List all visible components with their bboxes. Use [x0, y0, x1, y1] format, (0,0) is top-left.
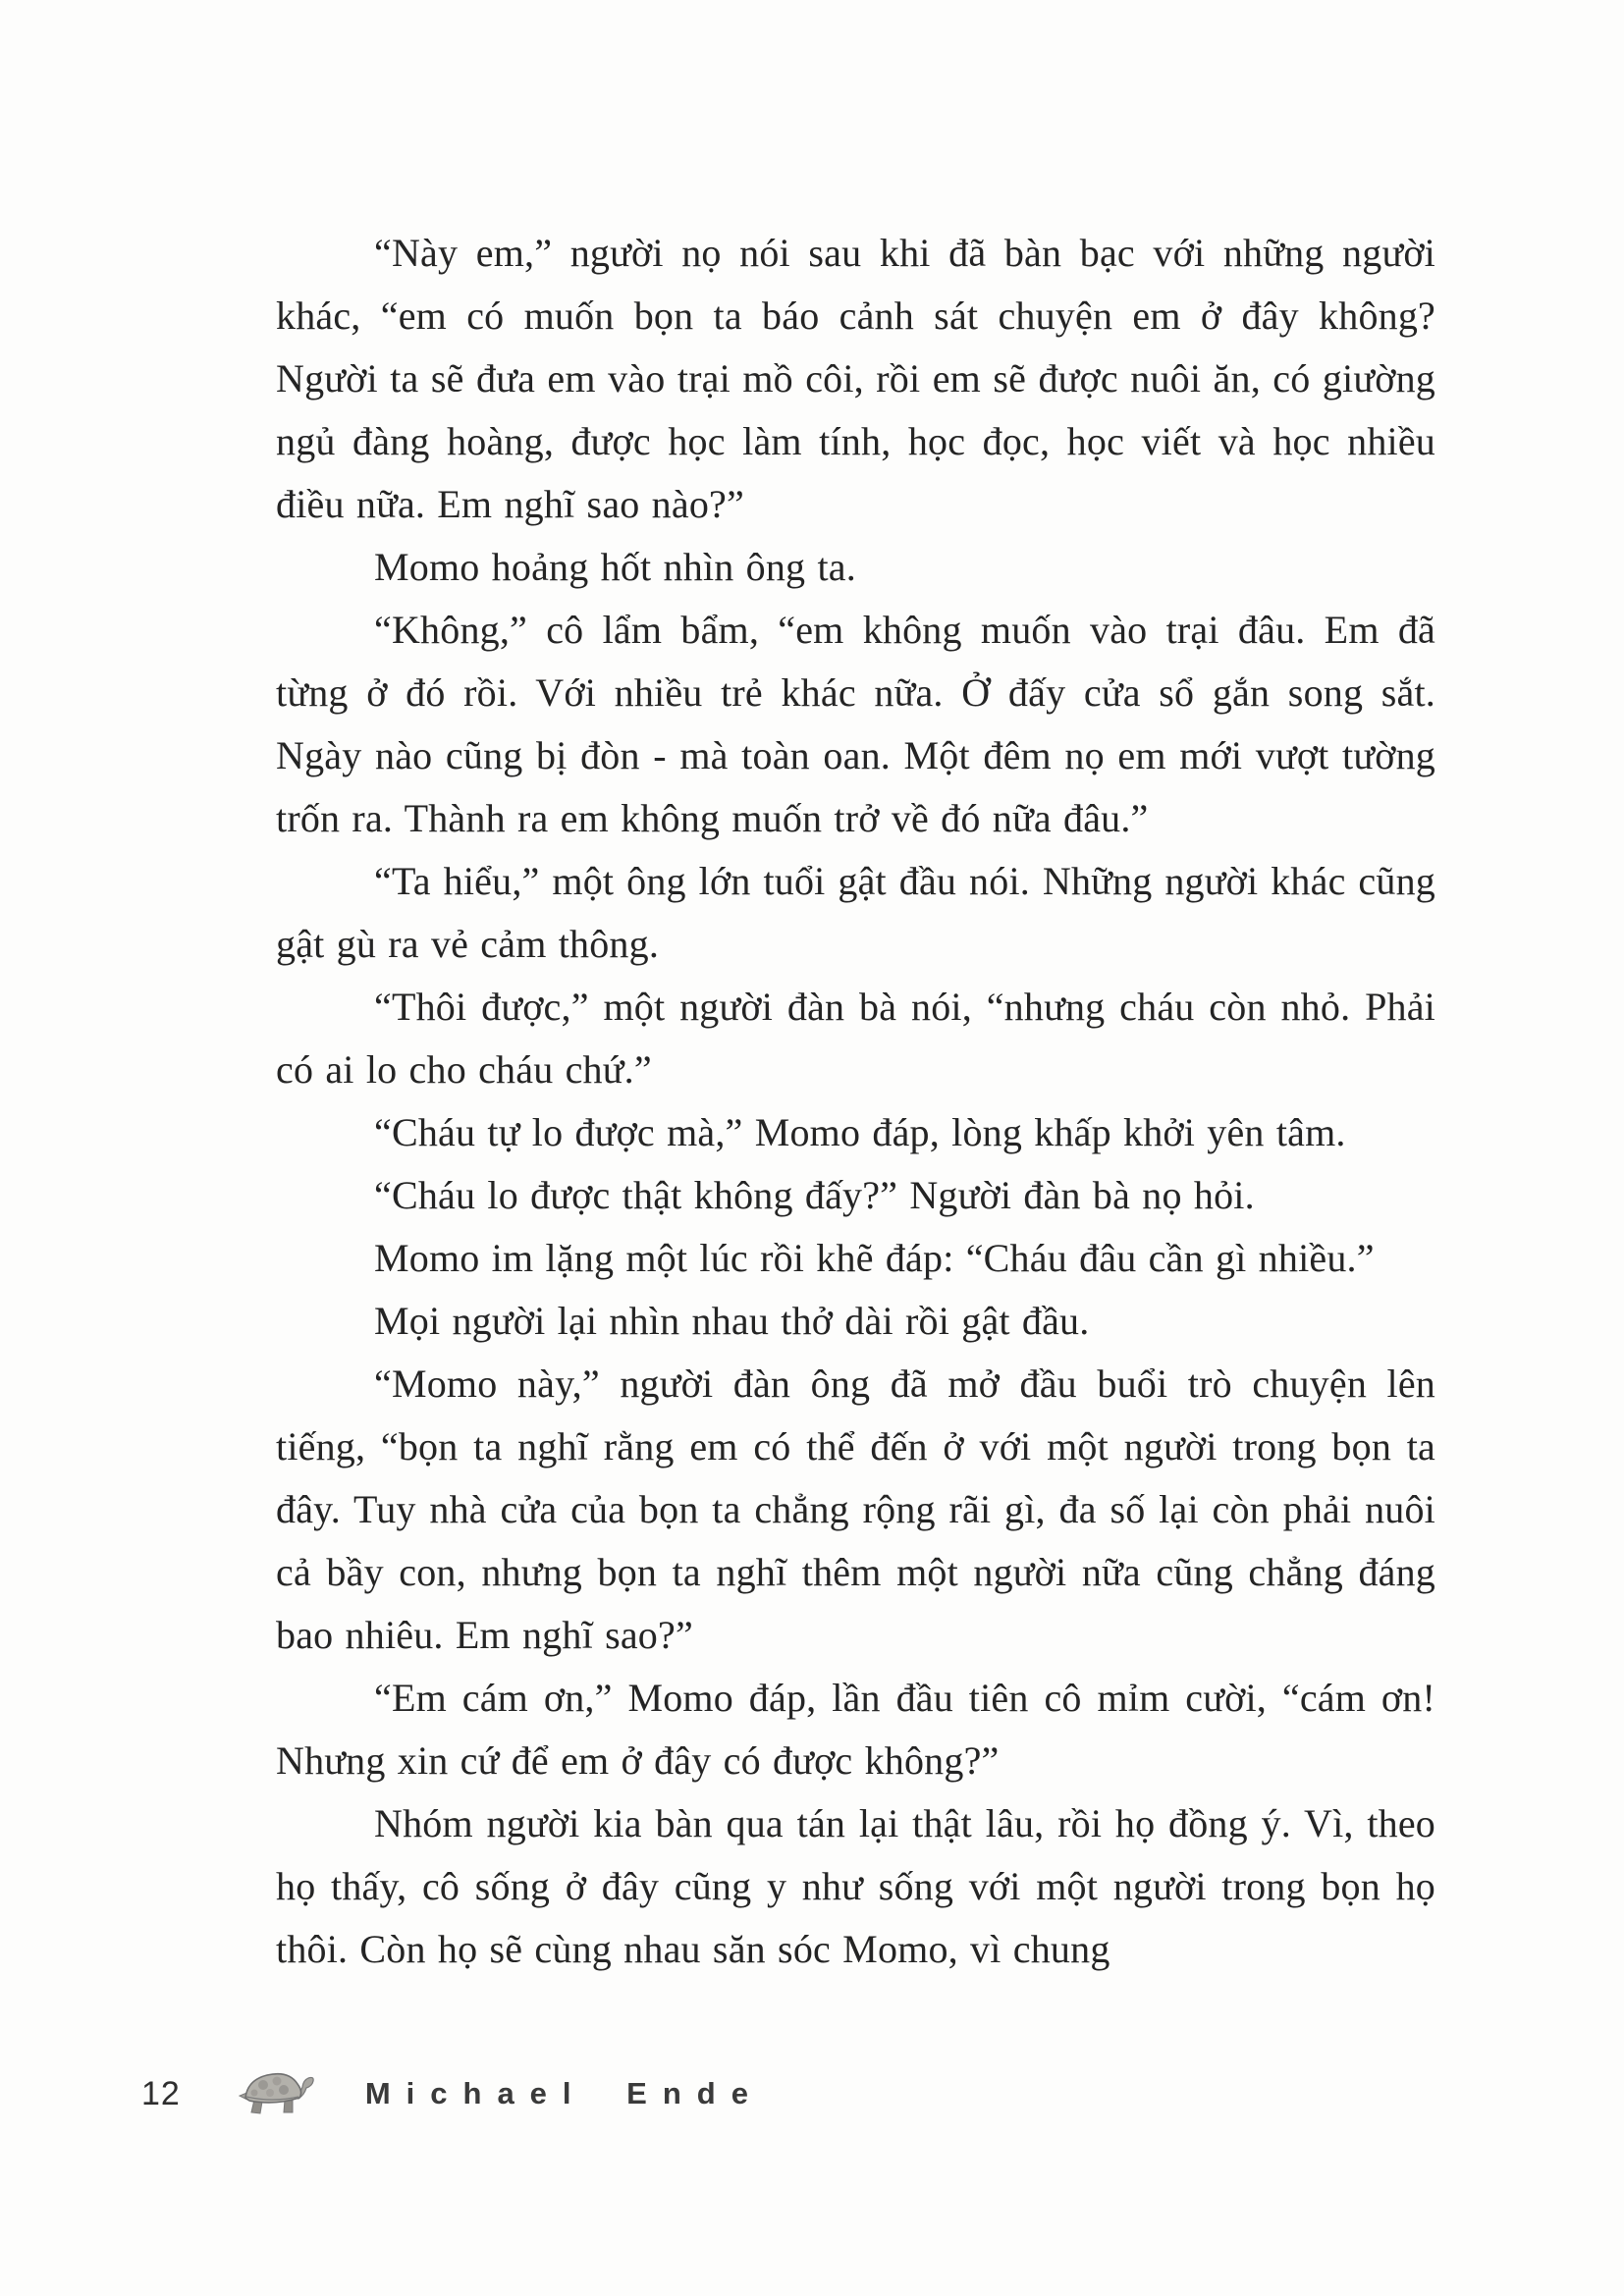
paragraph: “Ta hiểu,” một ông lớn tuổi gật đầu nói. Những người khác cũng gật gù ra vẻ cảm thông. — [276, 859, 1435, 966]
paragraph: “Cháu tự lo được mà,” Momo đáp, lòng khấp khởi yên tâm. — [374, 1110, 1346, 1154]
paragraph: “Thôi được,” một người đàn bà nói, “nhưng cháu còn nhỏ. Phải có ai lo cho cháu chứ.” — [276, 985, 1435, 1092]
paragraph: “Em cám ơn,” Momo đáp, lần đầu tiên cô mỉm cười, “cám ơn! Nhưng xin cứ để em ở đây có được không?” — [276, 1676, 1435, 1783]
paragraph: Nhóm người kia bàn qua tán lại thật lâu, rồi họ đồng ý. Vì, theo họ thấy, cô sống ở đây cũng y như sống với một người trong bọn họ thôi. Còn họ sẽ cùng nhau săn sóc Momo, vì chung — [276, 1801, 1435, 1971]
paragraph: Mọi người lại nhìn nhau thở dài rồi gật đầu. — [374, 1299, 1090, 1343]
paragraph: Momo hoảng hốt nhìn ông ta. — [374, 545, 856, 589]
body-text — [276, 222, 1435, 1981]
author-name: Michael Ende — [364, 2076, 764, 2110]
page-number: 12 — [141, 2074, 181, 2112]
paragraph: Momo im lặng một lúc rồi khẽ đáp: “Cháu đâu cần gì nhiều.” — [374, 1236, 1375, 1280]
paragraph: “Không,” cô lẩm bẩm, “em không muốn vào trại đâu. Em đã từng ở đó rồi. Với nhiều trẻ khác nữa. Ở đấy cửa sổ gắn song sắt. Ngày nào cũng bị đòn - mà toàn oan. Một đêm nọ em mới vượt tường trốn ra. Thành ra em không muốn trở về đó nữa đâu.” — [276, 608, 1435, 840]
paragraph: “Cháu lo được thật không đấy?” Người đàn bà nọ hỏi. — [374, 1173, 1255, 1217]
turtle-icon — [238, 2067, 316, 2120]
page-footer — [141, 2063, 764, 2124]
paragraph: “Momo này,” người đàn ông đã mở đầu buổi trò chuyện lên tiếng, “bọn ta nghĩ rằng em có thể đến ở với một người trong bọn ta đây. Tuy nhà cửa của bọn ta chẳng rộng rãi gì, đa số lại còn phải nuôi cả bầy con, nhưng bọn ta nghĩ thêm một người nữa cũng chẳng đáng bao nhiêu. Em nghĩ sao?” — [276, 1362, 1435, 1657]
paragraph: “Này em,” người nọ nói sau khi đã bàn bạc với những người khác, “em có muốn bọn ta báo cảnh sát chuyện em ở đây không? Người ta sẽ đưa em vào trại mồ côi, rồi em sẽ được nuôi ăn, có giường ngủ đàng hoàng, được học làm tính, học đọc, học viết và học nhiều điều nữa. Em nghĩ sao nào?” — [276, 231, 1435, 526]
